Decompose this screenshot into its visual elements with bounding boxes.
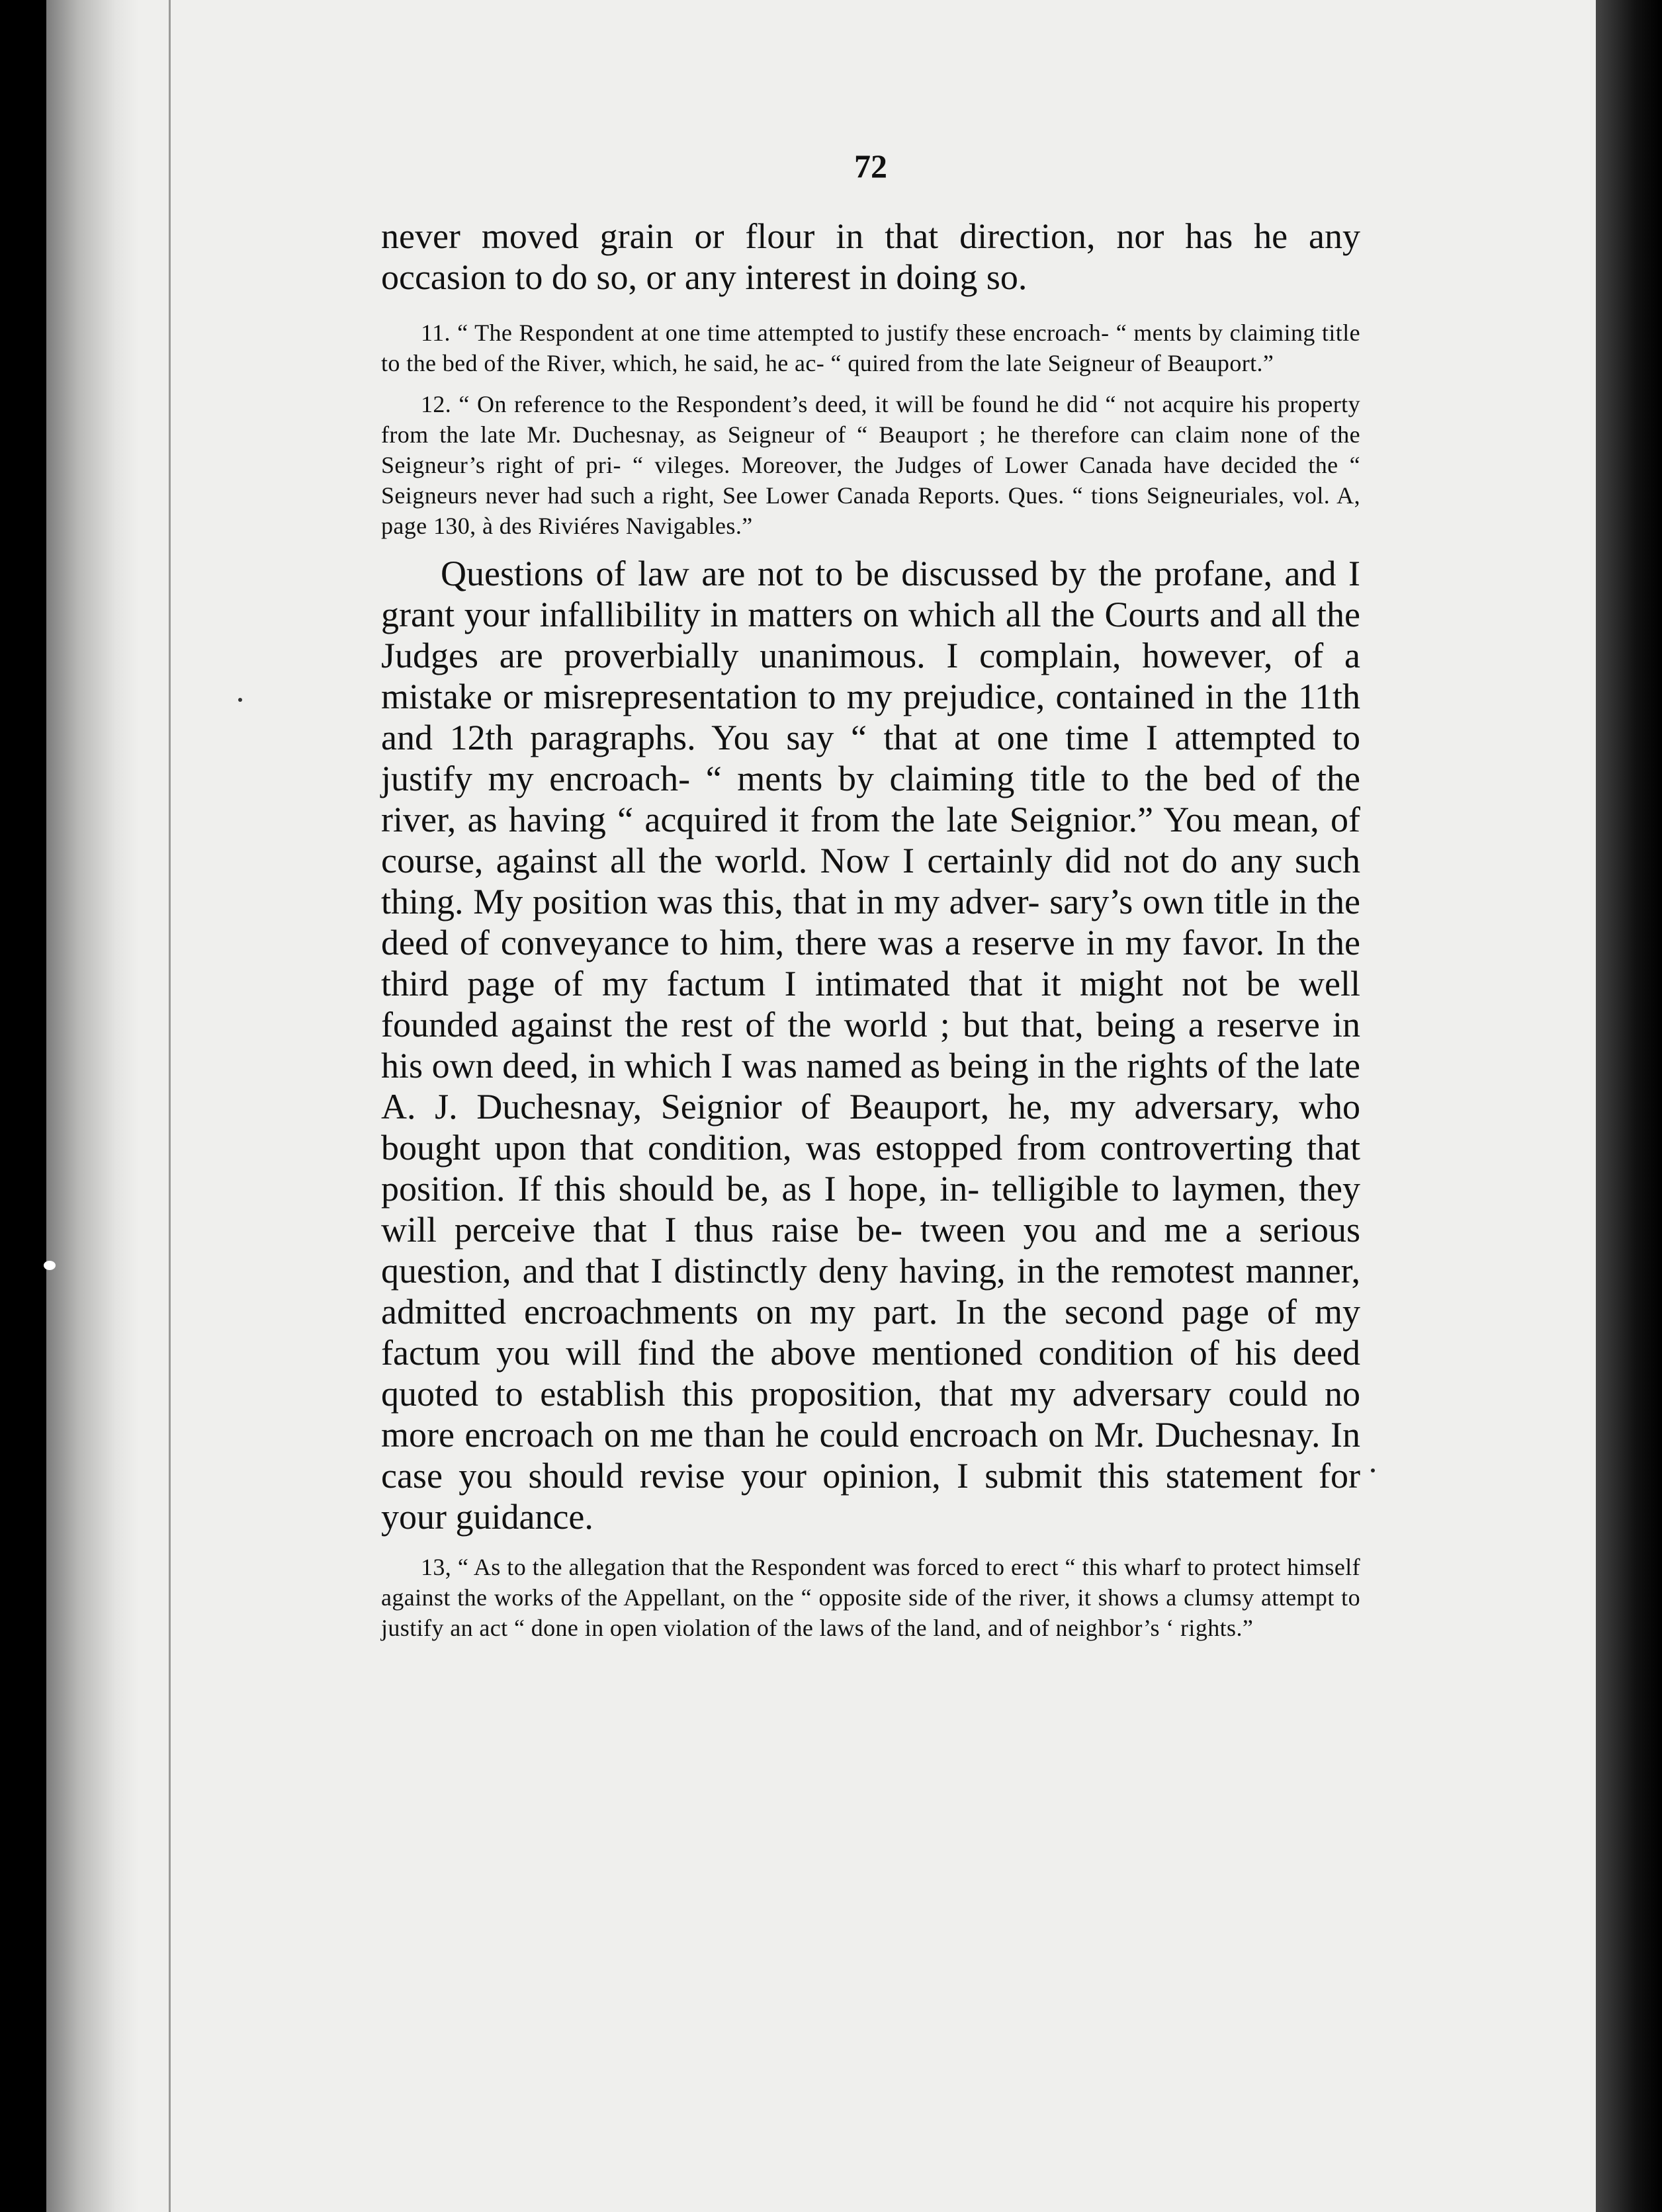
quoted-paragraph-13: 13, “ As to the allegation that the Respondent was forced to erect “ this wharf to protect himself against the works of the Appellant, on the “ opposite side of the river, it shows a clumsy attempt to justify an act “ done in open violation of the laws of the land, and of neighbor’s ‘ rights.” (381, 1554, 1360, 1641)
text-block (381, 147, 1360, 1643)
continuation-paragraph: never moved grain or flour in that direction, nor has he any occasion to do so, or any interest in doing so. (381, 216, 1360, 297)
quoted-paragraph-12: 12. “ On reference to the Respondent’s deed, it will be found he did “ not acquire his property from the late Mr. Duchesnay, as Seigneur of “ Beauport ; he therefore can claim none of the Seigneur’s right of pri- “ vileges. Moreover, the Judges of Lower Canada have decided the “ Seigneurs never had such a right, See Lower Canada Reports. Ques. “ tions Seigneuriales, vol. A, page 130, à des Riviéres Navigables.” (381, 391, 1360, 539)
binding-shadow (46, 0, 139, 2212)
page-number: 72 (854, 148, 887, 185)
main-paragraph: Questions of law are not to be discussed by the profane, and I grant your infallibility in matters on which all the Courts and all the Judges are proverbially unanimous. I complain, however, of a mistake or misrepresentation to my prejudice, contained in the 11th and 12th paragraphs. You say “ that at one time I attempted to justify my encroach- “ ments by claiming title to the bed of the river, as having “ acquired it from the late Seignior.” You mean, of course, against all the world. Now I certainly did not do any such thing. My position was this, that in my adver- sary’s own title in the deed of conveyance to him, there was a reserve in my favor. In the third page of my factum I intimated that it might not be well founded against the rest of the world ; but that, being a reserve in his own deed, in which I was named as being in the rights of the late A. J. Duchesnay, Seignior of Beauport, he, my adversary, who bought upon that condition, was estopped from controverting that position. If this should be, as I hope, in- telligible to laymen, they will perceive that I thus raise be- tween you and me a serious question, and that I distinctly deny having, in the remotest manner, admitted encroachments on my part. In the second page of my factum you will find the above mentioned condition of his deed quoted to establish this proposition, that my adversary could no more encroach on me than he could encroach on Mr. Duchesnay. In case you should revise your opinion, I submit this statement for your guidance. (381, 554, 1360, 1537)
gutter-line (169, 0, 171, 2212)
facing-page-edge (1596, 0, 1662, 2212)
quoted-paragraph-11: 11. “ The Respondent at one time attempted to justify these encroach- “ ments by claiming title to the bed of the River, which, he said, he ac- “ quired from the late Seigneur of Beauport.” (381, 319, 1360, 376)
